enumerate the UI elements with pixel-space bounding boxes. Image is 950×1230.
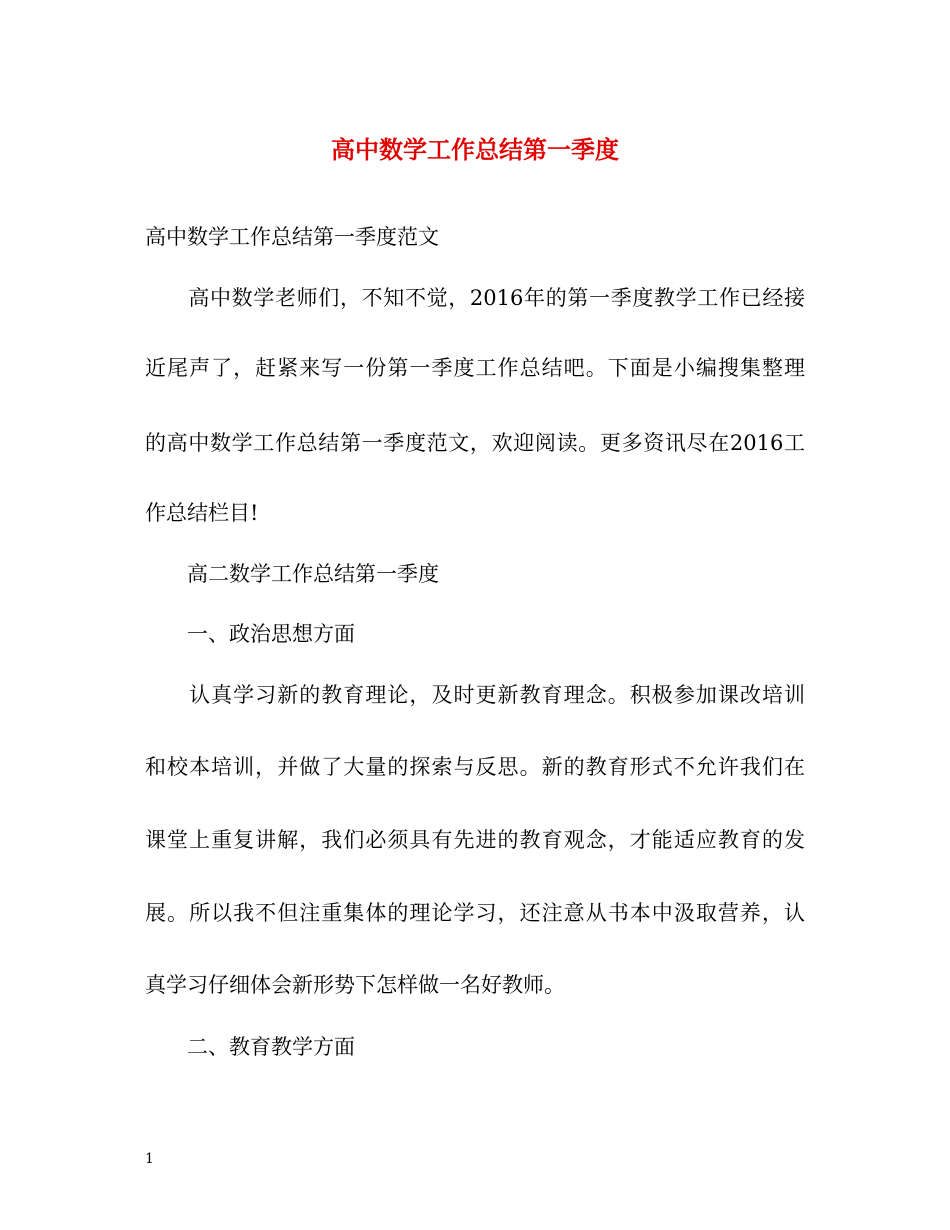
- paragraph-line: 作总结栏目!: [145, 501, 259, 525]
- paragraph-line: 近尾声了，赶紧来写一份第一季度工作总结吧。下面是小编搜集整理: [145, 356, 805, 380]
- paragraph-line: 展。所以我不但注重集体的理论学习，还注意从书本中汲取营养，认: [145, 901, 805, 925]
- paragraph-line: 课堂上重复讲解，我们必须具有先进的教育观念，才能适应教育的发: [145, 828, 805, 852]
- paragraph-line: 和校本培训，并做了大量的探索与反思。新的教育形式不允许我们在: [145, 755, 805, 779]
- section-heading: 二、教育教学方面: [145, 1035, 355, 1059]
- paragraph-line: 真学习仔细体会新形势下怎样做一名好教师。: [145, 973, 565, 997]
- document-title: 高中数学工作总结第一季度: [331, 135, 619, 164]
- section-heading: 高二数学工作总结第一季度: [145, 562, 439, 586]
- section-heading: 一、政治思想方面: [145, 622, 355, 646]
- paragraph-line: 认真学习新的教育理论，及时更新教育理念。积极参加课改培训: [145, 683, 805, 707]
- paragraph-line: 的高中数学工作总结第一季度范文，欢迎阅读。更多资讯尽在2016工: [145, 431, 805, 455]
- page-number: 1: [145, 1151, 154, 1167]
- document-subtitle: 高中数学工作总结第一季度范文: [145, 225, 439, 249]
- paragraph-line: 高中数学老师们，不知不觉，2016年的第一季度教学工作已经接: [145, 286, 805, 310]
